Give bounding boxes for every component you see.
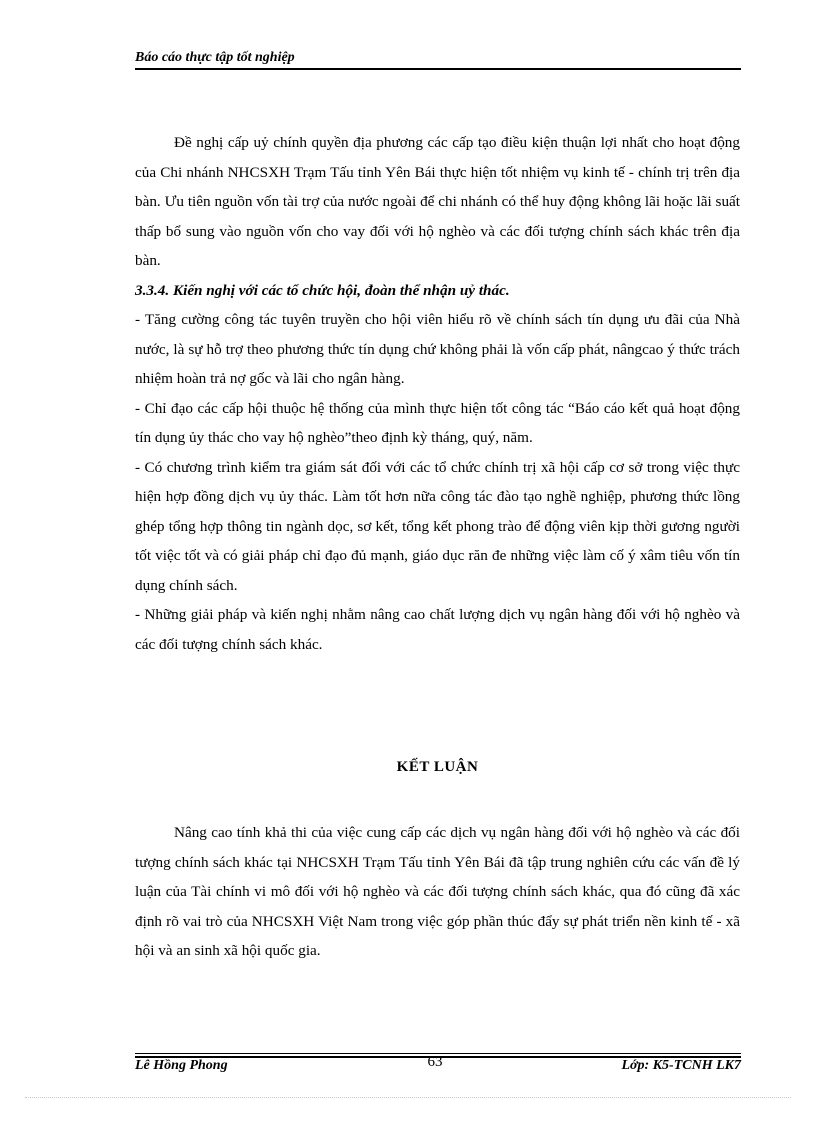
page-header	[135, 50, 741, 70]
header-title: Báo cáo thực tập tốt nghiệp	[135, 50, 295, 65]
main-content	[135, 128, 740, 659]
page-number: 63	[427, 1054, 443, 1070]
bullet-item: - Có chương trình kiểm tra giám sát đối với các tổ chức chính trị xã hội cấp cơ sở trong việc thực hiện hợp đồng dịch vụ ủy thác. Làm tốt hơn nữa công tác đào tạo nghề nghiệp, phương thức lồng ghép tổng hợp thông tin ngành dọc, sơ kết, tổng kết phong trào để động viên kịp thời gương người tốt việc tốt và có giải pháp chỉ đạo đủ mạnh, giáo dục răn đe những việc làm cố ý xâm tiêu vốn tín dụng chính sách.	[135, 458, 740, 594]
footer-class: Lớp: K5-TCNH LK7	[621, 1058, 741, 1073]
bullet-item: - Những giải pháp và kiến nghị nhằm nâng cao chất lượng dịch vụ ngân hàng đối với hộ nghèo và các đối tượng chính sách khác.	[135, 606, 740, 653]
conclusion-title: KẾT LUẬN	[396, 759, 479, 775]
bullet-item: - Tăng cường công tác tuyên truyền cho hội viên hiểu rõ về chính sách tín dụng ưu đãi của Nhà nước, là sự hỗ trợ theo phương thức tín dụng chứ không phải là vốn cấp phát, nângcao ý thức trách nhiệm hoàn trả nợ gốc và lãi cho ngân hàng.	[135, 311, 740, 387]
bullet-item: - Chỉ đạo các cấp hội thuộc hệ thống của mình thực hiện tốt công tác “Báo cáo kết quả hoạt động tín dụng ủy thác cho vay hộ nghèo”theo định kỳ tháng, quý, năm.	[135, 399, 740, 446]
section-heading: 3.3.4. Kiến nghị với các tổ chức hội, đoàn thể nhận uỷ thác.	[135, 281, 510, 299]
footer-author: Lê Hồng Phong	[135, 1058, 228, 1073]
page-edge	[25, 1097, 791, 1098]
paragraph-recommendation-local-authorities: Đề nghị cấp uỷ chính quyền địa phương các cấp tạo điều kiện thuận lợi nhất cho hoạt động của Chi nhánh NHCSXH Trạm Tấu tỉnh Yên Bái thực hiện tốt nhiệm vụ kinh tế - chính trị trên địa bàn. Ưu tiên nguồn vốn tài trợ của nước ngoài để chi nhánh có thể huy động không lãi hoặc lãi suất thấp bổ sung vào nguồn vốn cho vay đối với hộ nghèo và các đối tượng chính sách khác trên địa bàn.	[135, 134, 740, 269]
conclusion-paragraph: Nâng cao tính khả thi của việc cung cấp các dịch vụ ngân hàng đối với hộ nghèo và các đối tượng chính sách khác tại NHCSXH Trạm Tấu tỉnh Yên Bái đã tập trung nghiên cứu các vấn đề lý luận của Tài chính vi mô đối với hộ nghèo và các đối tượng chính sách khác, qua đó cũng đã xác định rõ vai trò của NHCSXH Việt Nam trong việc góp phần thúc đẩy sự phát triển nền kinh tế - xã hội và an sinh xã hội quốc gia.	[135, 824, 740, 959]
conclusion-section	[135, 818, 740, 966]
